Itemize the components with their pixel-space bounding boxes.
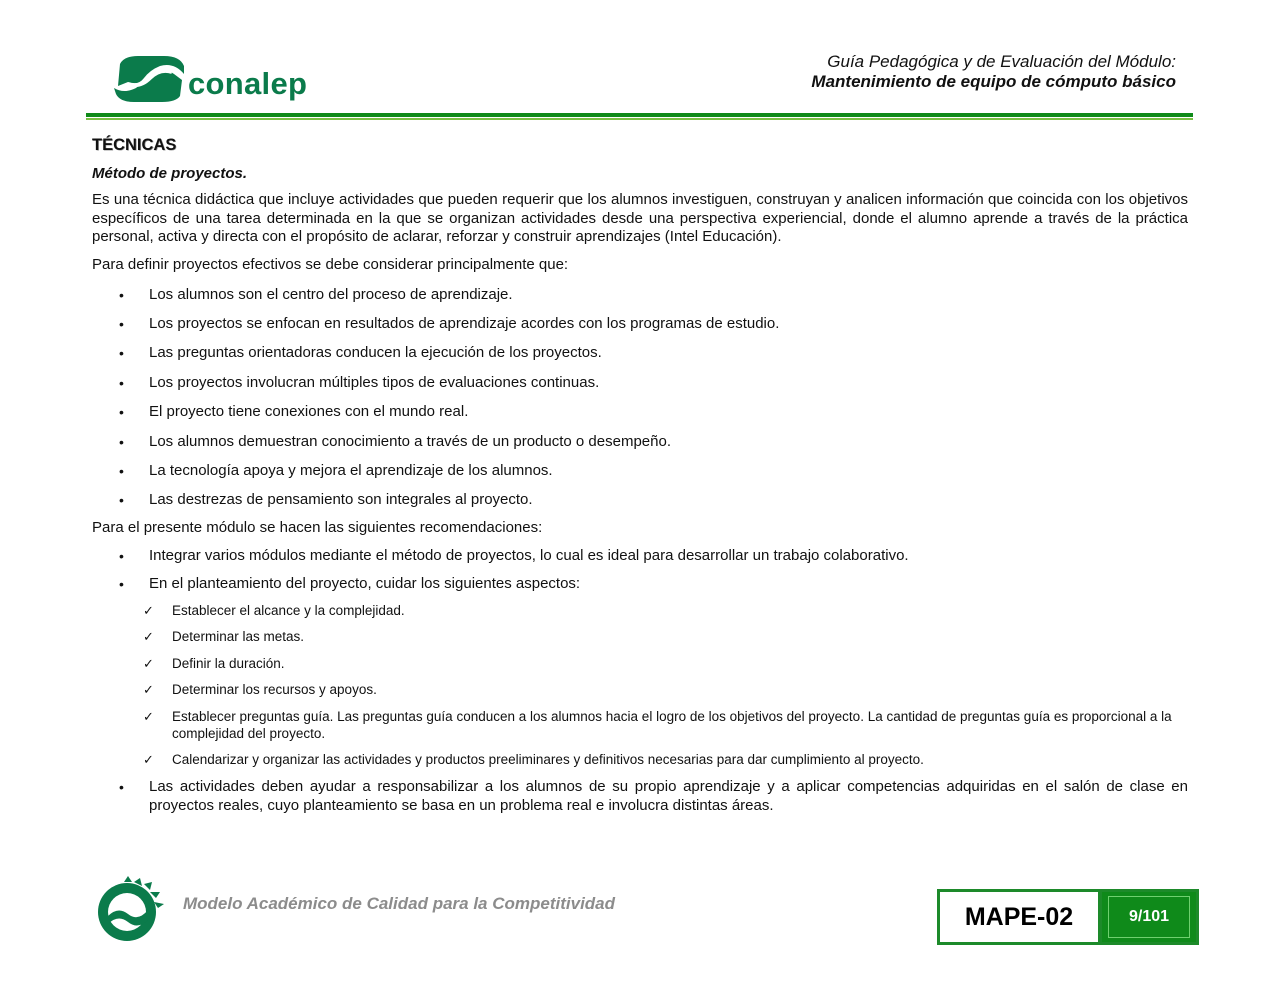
list-item	[92, 778, 1188, 815]
list-item	[92, 344, 1188, 363]
intro-paragraph: Es una técnica didáctica que incluye actividades que pueden requerir que los alumnos investiguen, construyan y analicen información que coincida con los objetivos específicos de una tarea determinada en la que se organizan actividades desde una perspectiva experiencial, donde el alumno aprende a través de la práctica personal, activa y directa con el propósito de aclarar, reforzar y construir aprendizajes (Intel Educación).	[92, 191, 1188, 246]
header-rule	[86, 113, 1193, 117]
page-number: 9/101	[1108, 896, 1190, 938]
list-item	[92, 433, 1188, 452]
criteria-text: Las destrezas de pensamiento son integrales al proyecto.	[149, 491, 533, 509]
criteria-list	[92, 286, 1188, 510]
recommendations-list-continued	[92, 778, 1188, 815]
aspect-text: Establecer el alcance y la complejidad.	[172, 602, 405, 618]
quality-model-logo	[94, 876, 166, 946]
checkmark-icon: ✓	[143, 602, 154, 618]
page-number-box	[1099, 889, 1199, 945]
criteria-text: La tecnología apoya y mejora el aprendizaje de los alumnos.	[149, 461, 553, 479]
list-item	[92, 628, 1188, 645]
list-item	[92, 462, 1188, 481]
header-title: Mantenimiento de equipo de cómputo básico	[811, 72, 1176, 91]
conalep-emblem-icon	[110, 48, 188, 106]
bullet-icon: •	[119, 462, 124, 479]
list-item	[92, 708, 1188, 742]
list-item	[92, 491, 1188, 510]
checkmark-icon: ✓	[143, 752, 154, 768]
list-item	[92, 315, 1188, 334]
list-item	[92, 602, 1188, 619]
recommendation-text: Las actividades deben ayudar a responsabilizar a los alumnos de su propio aprendizaje y a aplicar competencias adquiridas en el salón de clase en proyectos reales, cuyo planteamiento se basa en un problema real e involucra distintas áreas.	[149, 778, 1188, 814]
list-item	[92, 655, 1188, 672]
list-item	[92, 751, 1188, 768]
document-code: MAPE-02	[937, 889, 1101, 945]
document-header	[811, 52, 1176, 92]
criteria-text: El proyecto tiene conexiones con el mundo real.	[149, 403, 469, 421]
bullet-icon: •	[119, 433, 124, 450]
recommendations-list	[92, 547, 1188, 593]
header-subtitle: Guía Pedagógica y de Evaluación del Módulo:	[827, 52, 1176, 71]
checkmark-icon: ✓	[143, 655, 154, 671]
recommendations-intro: Para el presente módulo se hacen las siguientes recomendaciones:	[92, 518, 543, 536]
bullet-icon: •	[119, 548, 124, 565]
criteria-text: Los proyectos se enfocan en resultados de aprendizaje acordes con los programas de estudio.	[149, 314, 780, 332]
aspect-text: Calendarizar y organizar las actividades y productos preeliminares y definitivos necesarias para dar cumplimiento al proyecto.	[172, 752, 924, 768]
section-title: TÉCNICAS	[92, 136, 177, 154]
criteria-text: Los proyectos involucran múltiples tipos de evaluaciones continuas.	[149, 373, 600, 391]
list-item	[92, 575, 1188, 594]
aspect-text: Determinar los recursos y apoyos.	[172, 682, 377, 698]
aspect-text: Definir la duración.	[172, 655, 285, 671]
list-item	[92, 403, 1188, 422]
method-title: Método de proyectos.	[92, 164, 248, 182]
bullet-icon: •	[119, 779, 124, 796]
quality-model-emblem-icon	[94, 876, 166, 946]
bullet-icon: •	[119, 492, 124, 509]
conalep-logo	[110, 48, 310, 106]
bullet-icon: •	[119, 404, 124, 421]
checkmark-icon: ✓	[143, 629, 154, 645]
bullet-icon: •	[119, 576, 124, 593]
aspects-list	[92, 602, 1188, 769]
bullet-icon: •	[119, 374, 124, 391]
page-content	[92, 136, 1188, 826]
footer-model-text: Modelo Académico de Calidad para la Competitividad	[183, 894, 616, 913]
bullet-icon: •	[119, 315, 124, 332]
bullet-icon: •	[119, 286, 124, 303]
list-item	[92, 681, 1188, 698]
recommendation-text: Integrar varios módulos mediante el método de proyectos, lo cual es ideal para desarrollar un trabajo colaborativo.	[149, 547, 909, 565]
bullet-icon: •	[119, 345, 124, 362]
criteria-text: Los alumnos demuestran conocimiento a través de un producto o desempeño.	[149, 432, 671, 450]
criteria-text: Las preguntas orientadoras conducen la ejecución de los proyectos.	[149, 344, 602, 362]
criteria-intro: Para definir proyectos efectivos se debe considerar principalmente que:	[92, 255, 569, 273]
aspect-text: Determinar las metas.	[172, 629, 305, 645]
header-rule-accent	[86, 118, 1193, 120]
list-item	[92, 547, 1188, 566]
criteria-text: Los alumnos son el centro del proceso de aprendizaje.	[149, 285, 513, 303]
checkmark-icon: ✓	[143, 682, 154, 698]
list-item	[92, 374, 1188, 393]
recommendation-text: En el planteamiento del proyecto, cuidar los siguientes aspectos:	[149, 575, 581, 593]
list-item	[92, 286, 1188, 305]
conalep-wordmark: conalep	[188, 66, 308, 101]
checkmark-icon: ✓	[143, 708, 154, 724]
aspect-text: Establecer preguntas guía. Las preguntas guía conducen a los alumnos hacia el logro de los objetivos del proyecto. La cantidad de preguntas guía es proporcional a la complejidad del proyecto.	[172, 708, 1172, 741]
